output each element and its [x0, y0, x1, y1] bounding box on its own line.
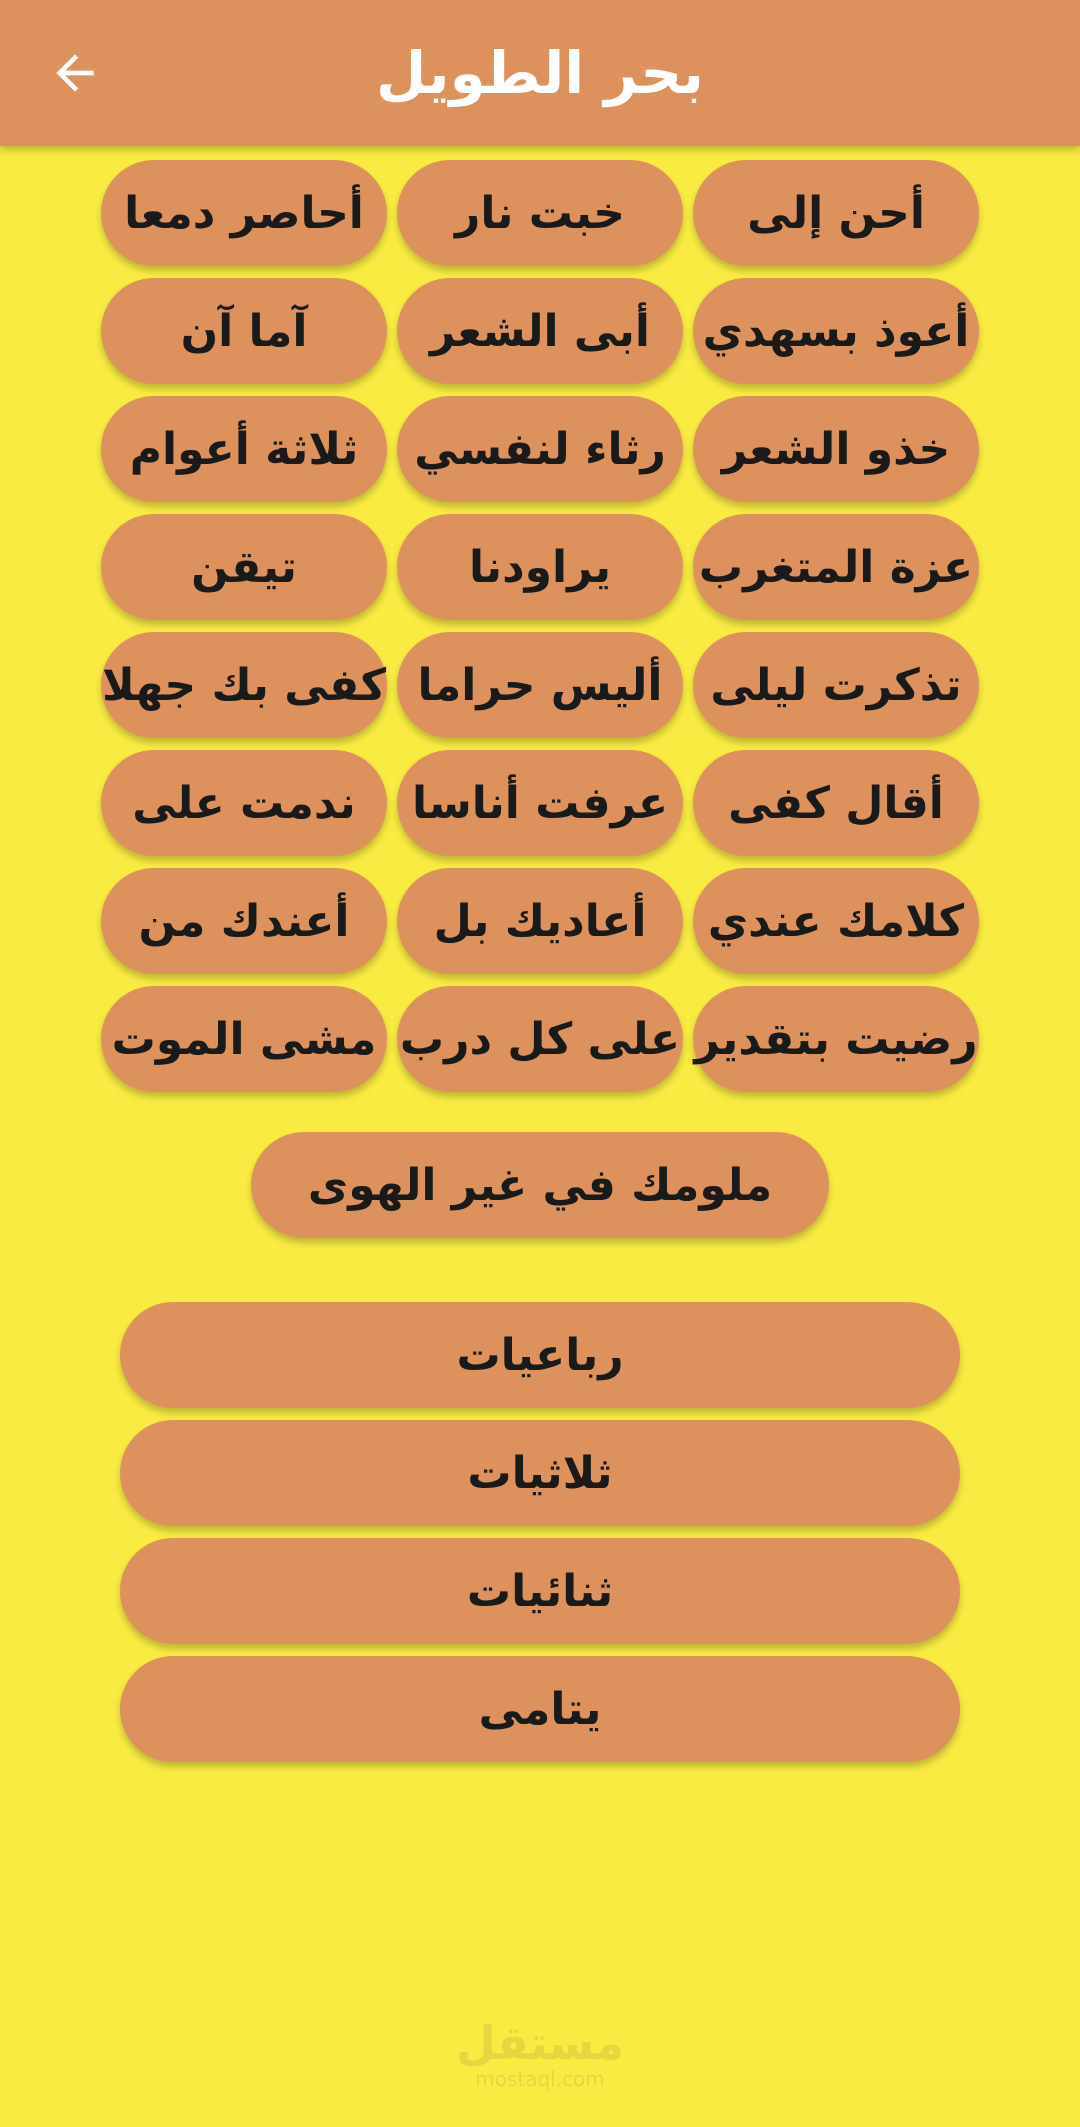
- watermark-logo-text: مستقل: [455, 2016, 625, 2070]
- app-bar: [0, 0, 1080, 146]
- section-button-rubaiyat[interactable]: رباعيات: [120, 1302, 960, 1408]
- poem-button[interactable]: يراودنا: [397, 514, 683, 620]
- poem-button[interactable]: خذو الشعر: [693, 396, 979, 502]
- poem-button[interactable]: أليس حراما: [397, 632, 683, 738]
- section-list: [120, 1302, 960, 1762]
- poem-button[interactable]: أعندك من: [101, 868, 387, 974]
- watermark: [0, 2018, 1080, 2090]
- poem-button[interactable]: أحاصر دمعا: [101, 160, 387, 266]
- poem-button[interactable]: مشى الموت: [101, 986, 387, 1092]
- single-poem-button[interactable]: ملومك في غير الهوى: [251, 1132, 829, 1238]
- section-button-thunaiyat[interactable]: ثنائيات: [120, 1538, 960, 1644]
- poem-grid: [101, 160, 979, 1092]
- poem-button[interactable]: تيقن: [101, 514, 387, 620]
- poem-button[interactable]: رضيت بتقدير: [693, 986, 979, 1092]
- poem-button[interactable]: كفى بك جهلا: [101, 632, 387, 738]
- poem-button[interactable]: تذكرت ليلى: [693, 632, 979, 738]
- poem-button[interactable]: أعوذ بسهدي: [693, 278, 979, 384]
- watermark-url: mostaql.com: [475, 2067, 605, 2091]
- poem-button[interactable]: أعاديك بل: [397, 868, 683, 974]
- poem-button[interactable]: ندمت على: [101, 750, 387, 856]
- section-button-thulathiyat[interactable]: ثلاثيات: [120, 1420, 960, 1526]
- poem-button[interactable]: عزة المتغرب: [693, 514, 979, 620]
- poem-button[interactable]: أبى الشعر: [397, 278, 683, 384]
- poem-button[interactable]: آما آن: [101, 278, 387, 384]
- poem-button[interactable]: أحن إلى: [693, 160, 979, 266]
- poem-button[interactable]: ثلاثة أعوام: [101, 396, 387, 502]
- poem-button[interactable]: عرفت أناسا: [397, 750, 683, 856]
- page-title: بحر الطويل: [376, 39, 704, 107]
- poem-button[interactable]: على كل درب: [397, 986, 683, 1092]
- section-button-yatama[interactable]: يتامى: [120, 1656, 960, 1762]
- poem-button[interactable]: رثاء لنفسي: [397, 396, 683, 502]
- poem-button[interactable]: كلامك عندي: [693, 868, 979, 974]
- poem-button[interactable]: خبت نار: [397, 160, 683, 266]
- poem-button[interactable]: أقال كفى: [693, 750, 979, 856]
